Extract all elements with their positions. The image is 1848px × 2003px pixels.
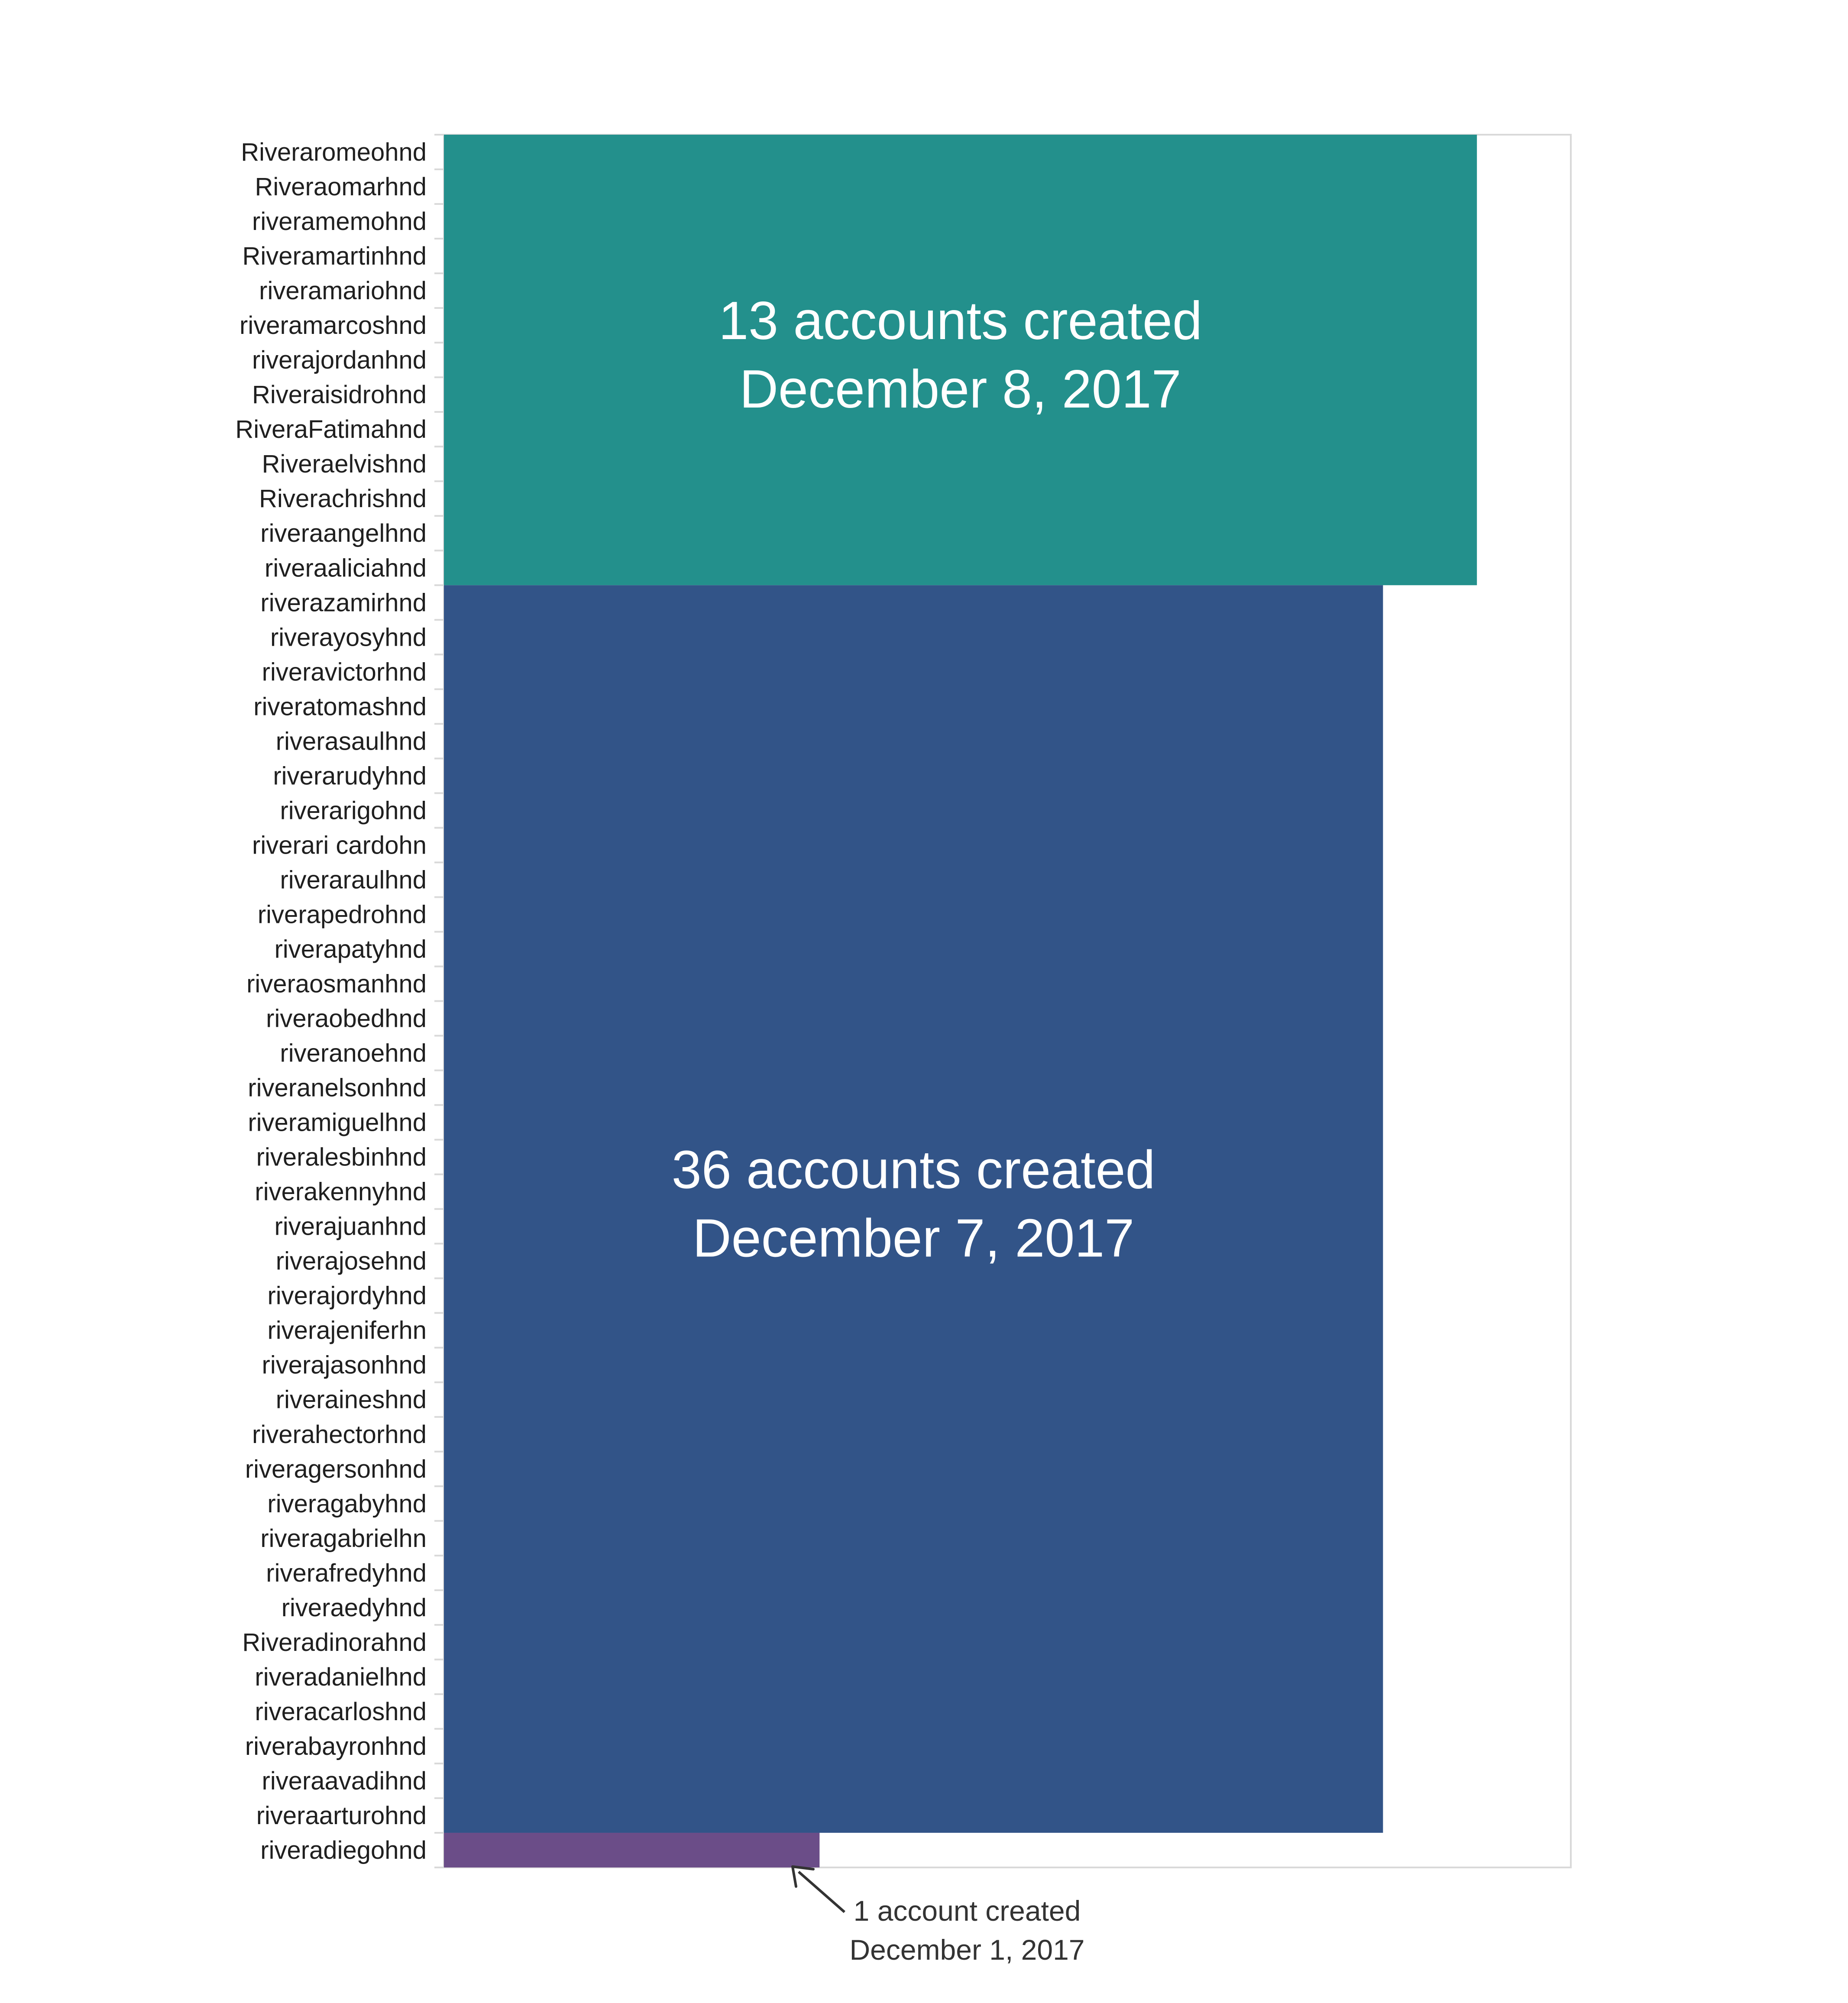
row-label: riveragersonhnd <box>245 1455 427 1483</box>
row-label: Riveraisidrohnd <box>252 381 427 409</box>
row-label: riverapedrohnd <box>257 900 427 929</box>
row-label: riveraarturohnd <box>256 1801 427 1830</box>
row-label: riveradanielhnd <box>255 1663 427 1691</box>
row-label: riveramariohnd <box>259 277 427 305</box>
group-label-2017-12-08-line1: 13 accounts created <box>718 291 1202 351</box>
row-label: riveraedyhnd <box>281 1593 427 1622</box>
row-labels <box>235 138 427 1864</box>
annotation-line1: 1 account created <box>853 1895 1081 1927</box>
row-label: riverajosehnd <box>275 1247 427 1275</box>
row-label: riverajordyhnd <box>267 1281 427 1310</box>
row-label: riverayosyhnd <box>270 623 427 652</box>
row-label: riverazamirhnd <box>260 589 427 617</box>
row-label: riverapatyhnd <box>274 935 427 964</box>
row-label: riverajasonhnd <box>262 1351 427 1379</box>
group-label-2017-12-07-line2: December 7, 2017 <box>693 1208 1135 1268</box>
row-label: Riverachrishnd <box>259 485 427 513</box>
row-label: riverabayronhnd <box>245 1732 427 1760</box>
row-label: riverahectorhnd <box>252 1420 427 1449</box>
row-label: riverari cardohn <box>252 831 427 860</box>
group-label-2017-12-08-line2: December 8, 2017 <box>739 359 1181 420</box>
bar-2017-12-01 <box>444 1833 819 1867</box>
row-ticks <box>434 135 444 1867</box>
group-label-2017-12-07-line1: 36 accounts created <box>671 1140 1155 1200</box>
row-label: riveratomashnd <box>253 692 427 721</box>
row-label: riveramarcoshnd <box>239 311 427 340</box>
row-label: riveraineshnd <box>275 1385 427 1414</box>
annotation-line2: December 1, 2017 <box>849 1934 1085 1966</box>
annotation-arrow-line <box>799 1872 845 1912</box>
row-label: riverajeniferhn <box>267 1316 427 1345</box>
row-label: riveraangelhnd <box>260 519 427 548</box>
row-label: riverarigohnd <box>280 796 427 825</box>
row-label: Riveraomarhnd <box>255 173 427 201</box>
row-label: riveraosmanhnd <box>246 970 427 998</box>
row-label: riveramemohnd <box>252 207 427 236</box>
row-label: riveraobedhnd <box>266 1004 427 1033</box>
row-label: riveragabyhnd <box>267 1489 427 1518</box>
annotation <box>793 1867 1085 1966</box>
row-label: riveranelsonhnd <box>248 1074 427 1102</box>
row-label: riveramiguelhnd <box>248 1108 427 1137</box>
row-label: riverasaulhnd <box>275 727 427 756</box>
row-label: riveraraulhnd <box>280 866 427 894</box>
row-label: riveragabrielhn <box>260 1524 427 1553</box>
row-label: riveracarloshnd <box>255 1697 427 1726</box>
row-label: riverarudyhnd <box>273 762 427 790</box>
row-label: riveraavadihnd <box>262 1767 427 1795</box>
row-label: riverajuanhnd <box>274 1212 427 1241</box>
row-label: RiveraFatimahnd <box>235 415 427 444</box>
row-label: riveralesbinhnd <box>256 1143 427 1171</box>
row-label: Riveradinorahnd <box>242 1628 427 1657</box>
row-label: riveranoehnd <box>280 1039 427 1068</box>
row-label: riverafredyhnd <box>266 1559 427 1587</box>
row-label: Riveraelvishnd <box>262 450 427 479</box>
row-label: riverakennyhnd <box>255 1178 427 1206</box>
row-label: riveraaliciahnd <box>265 554 427 582</box>
row-label: riverajordanhnd <box>252 346 427 375</box>
row-label: riveravictorhnd <box>262 658 427 686</box>
row-label: Riveraromeohnd <box>241 138 427 167</box>
row-label: riveradiegohnd <box>260 1836 427 1864</box>
row-label: Riveramartinhnd <box>242 242 427 271</box>
